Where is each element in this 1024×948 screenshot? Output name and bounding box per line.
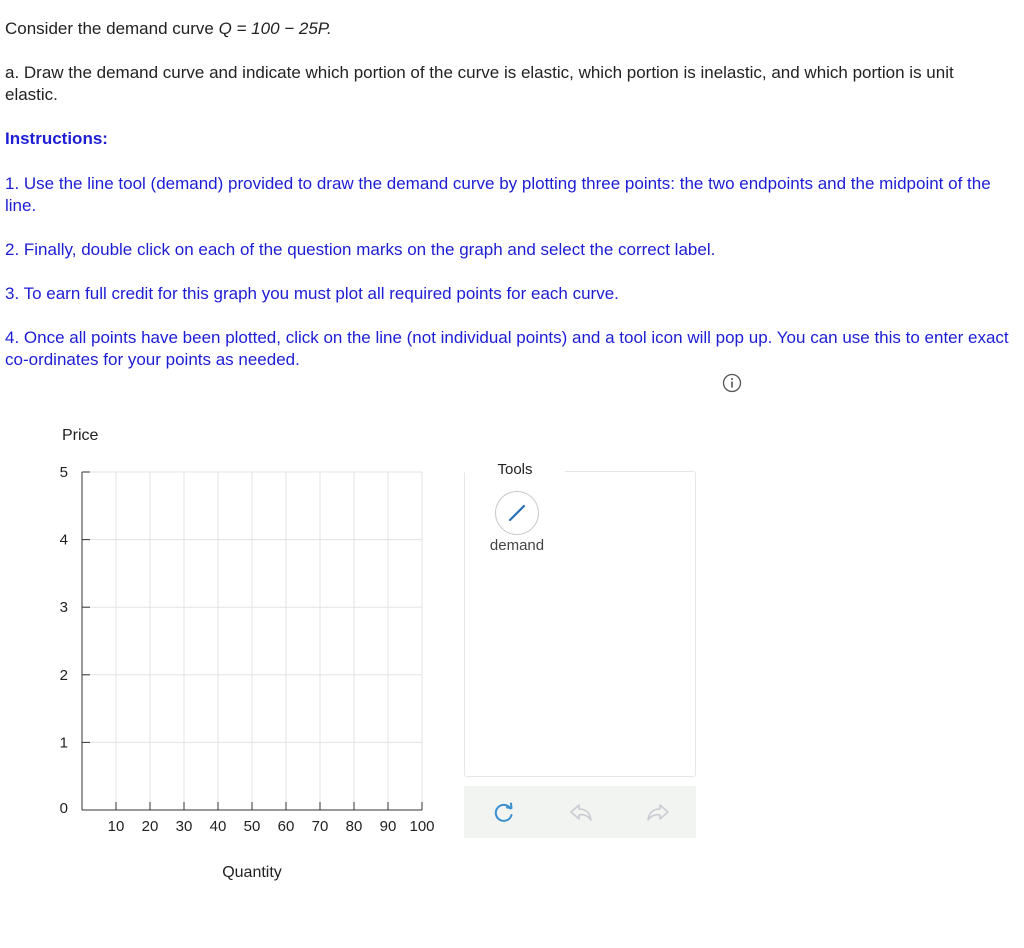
y-tick-label: 5 (59, 464, 68, 481)
instruction-2: 2. Finally, double click on each of the question marks on the graph and select the correct label. (5, 240, 716, 259)
y-axis-title: Price (62, 427, 99, 444)
demand-tool-label: demand (489, 537, 545, 554)
y-tick-label: 1 (59, 734, 68, 752)
instruction-3: 3. To earn full credit for this graph you must plot all required points for each curve. (5, 284, 619, 303)
y-tick-label: 0 (59, 800, 68, 817)
question-intro (5, 18, 1010, 40)
reset-icon[interactable] (490, 798, 518, 826)
x-tick-label: 40 (209, 818, 227, 835)
instruction-4: 4. Once all points have been plotted, click on the line (not individual points) and a tool icon will pop up. You can use this to enter exact co-ordinates for your points as needed. (5, 328, 1009, 369)
question-part-a: a. Draw the demand curve and indicate which portion of the curve is elastic, which portion is inelastic, and which portion is unit elastic. (5, 63, 954, 104)
redo-icon[interactable] (644, 798, 672, 826)
demand-graph[interactable] (40, 420, 450, 890)
x-tick-label: 60 (277, 818, 295, 835)
x-tick-label: 90 (379, 818, 397, 835)
y-tick-label: 2 (59, 666, 68, 684)
x-tick-label: 80 (345, 818, 363, 835)
x-tick-label: 50 (243, 818, 261, 835)
x-axis-title: Quantity (222, 864, 282, 881)
tools-title: Tools (465, 461, 565, 478)
y-tick-label: 3 (59, 599, 68, 617)
x-tick-label: 100 (409, 818, 435, 835)
x-tick-label: 20 (141, 818, 159, 835)
graph-action-bar (464, 786, 696, 838)
x-tick-label: 10 (107, 818, 125, 835)
demand-equation: Q = 100 − 25P. (218, 19, 332, 38)
question-intro-prefix: Consider the demand curve (5, 19, 219, 38)
demand-line-tool-button[interactable] (495, 491, 539, 535)
instruction-1: 1. Use the line tool (demand) provided to draw the demand curve by plotting three points: the two endpoints and the midpoint of the line. (5, 174, 991, 215)
x-tick-label: 70 (311, 818, 329, 835)
grid (82, 472, 422, 810)
info-icon[interactable] (722, 373, 742, 393)
y-tick-label: 4 (59, 531, 68, 549)
undo-icon[interactable] (567, 798, 595, 826)
line-tool-icon (496, 492, 538, 534)
x-tick-label: 30 (175, 818, 193, 835)
instructions-heading: Instructions: (5, 129, 108, 148)
